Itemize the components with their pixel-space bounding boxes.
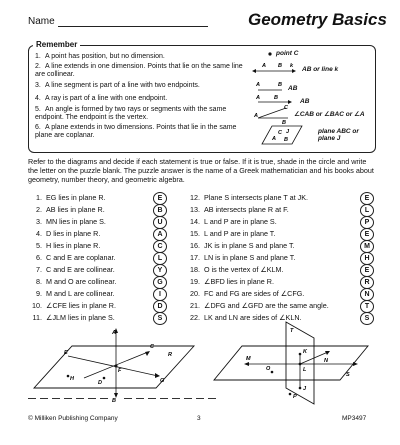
answer-circle-14[interactable]: P — [360, 216, 374, 229]
statement-4: 4. D lies in plane R. — [36, 229, 101, 238]
remember-item-4: 4. A ray is part of a line with one endpoint. — [35, 95, 168, 102]
answer-circle-13[interactable]: L — [360, 204, 374, 217]
svg-text:C: C — [284, 105, 288, 111]
statement-21: 21. ∠DFG and ∠GFD are the same angle. — [190, 301, 329, 310]
statement-7: 7. C and E are collinear. — [36, 265, 115, 274]
svg-text:J: J — [286, 129, 290, 135]
symbol-line-label: AB or line k — [302, 66, 339, 73]
statement-18: 18. O is the vertex of ∠KLM. — [190, 265, 284, 274]
remember-item-6: 6. A plane extends in two dimensions. Points that lie in the same plane are coplanar. — [35, 124, 237, 139]
remember-title: Remember — [33, 40, 80, 49]
answer-circle-5[interactable]: C — [153, 240, 167, 253]
answer-circle-4[interactable]: A — [153, 228, 167, 241]
answer-circle-21[interactable]: T — [360, 300, 374, 313]
svg-text:B: B — [278, 82, 282, 88]
instructions: Refer to the diagrams and decide if each statement is true or false. If it is true, shade in the circle and write the letter on the puzzle blank. The puzzle answer is the name of a Greek mathematician and his books about geometry, number theory, and geometric algebra. — [28, 157, 374, 184]
footer-page-number: 3 — [197, 415, 201, 422]
label-P: P — [293, 394, 297, 400]
svg-text:A: A — [262, 63, 266, 69]
puzzle-blank[interactable] — [88, 398, 96, 399]
footer-copyright: © Milliken Publishing Company — [28, 415, 118, 422]
label-M: M — [246, 356, 251, 362]
puzzle-blank[interactable] — [196, 398, 204, 399]
remember-item-5: 5. An angle is formed by two rays or segments with the same endpoint. The endpoint is the vertex. — [35, 106, 227, 121]
puzzle-blank[interactable] — [28, 398, 36, 399]
answer-circle-6[interactable]: L — [153, 252, 167, 265]
statement-16: 16. JK is in plane S and plane T. — [190, 241, 295, 250]
label-T: T — [290, 328, 294, 334]
statement-11: 11. ∠JLM lies in plane S. — [32, 313, 115, 322]
plane-symbol — [262, 126, 302, 144]
point-dot — [268, 52, 271, 55]
answer-circle-3[interactable]: U — [153, 216, 167, 229]
puzzle-blank[interactable] — [100, 398, 108, 399]
statement-12: 12. Plane S intersects plane T at JK. — [190, 193, 309, 202]
answer-circle-20[interactable]: N — [360, 288, 374, 301]
remember-item-1: 1. A point has position, but no dimension. — [35, 53, 165, 60]
statement-22: 22. LK and LN are sides of ∠KLN. — [190, 313, 302, 322]
angle-symbol — [258, 108, 286, 118]
statement-8: 8. M and O are collinear. — [36, 277, 117, 286]
statement-5: 5. H lies in plane R. — [36, 241, 101, 250]
statement-14: 14. L and P are in plane S. — [190, 217, 277, 226]
label-D: D — [98, 380, 102, 386]
svg-text:k: k — [290, 63, 294, 69]
svg-text:B: B — [284, 137, 288, 143]
page-title: Geometry Basics — [248, 10, 387, 29]
label-K: K — [303, 349, 307, 355]
answer-circle-17[interactable]: H — [360, 252, 374, 265]
label-F: F — [118, 368, 122, 374]
puzzle-blank[interactable] — [40, 398, 48, 399]
answer-circle-15[interactable]: E — [360, 228, 374, 241]
statement-10: 10. ∠CFE lies in plane R. — [32, 301, 116, 310]
statement-9: 9. M and L are collinear. — [36, 289, 115, 298]
statement-1: 1. EG lies in plane R. — [36, 193, 106, 202]
label-B: B — [112, 398, 116, 402]
puzzle-blank[interactable] — [160, 398, 168, 399]
answer-circle-19[interactable]: R — [360, 276, 374, 289]
answer-circle-7[interactable]: Y — [153, 264, 167, 277]
label-E: E — [64, 350, 68, 356]
answer-circle-22[interactable]: S — [360, 312, 374, 325]
label-G: G — [160, 378, 165, 384]
symbol-plane-label: plane ABC or plane J — [318, 128, 359, 142]
answer-circle-1[interactable]: E — [153, 192, 167, 205]
statement-13: 13. AB intersects plane R at F. — [190, 205, 289, 214]
name-label: Name — [28, 16, 55, 27]
statement-2: 2. AB lies in plane R. — [36, 205, 105, 214]
label-J: J — [303, 386, 307, 392]
answer-circle-8[interactable]: G — [153, 276, 167, 289]
label-O: O — [266, 366, 271, 372]
puzzle-blank[interactable] — [52, 398, 60, 399]
answer-circle-2[interactable]: B — [153, 204, 167, 217]
answer-circle-9[interactable]: I — [153, 288, 167, 301]
remember-item-3: 3. A line segment is part of a line with two endpoints. — [35, 82, 200, 89]
symbol-point-label: point C — [276, 50, 299, 57]
footer-code: MP3497 — [342, 415, 367, 422]
svg-text:C: C — [278, 130, 282, 136]
puzzle-blank[interactable] — [76, 398, 84, 399]
answer-circle-12[interactable]: E — [360, 192, 374, 205]
diagram-plane-r — [28, 326, 200, 402]
svg-text:B: B — [278, 63, 282, 69]
puzzle-blank[interactable] — [208, 398, 216, 399]
answer-circle-10[interactable]: D — [153, 300, 167, 313]
name-field-line[interactable] — [58, 26, 208, 27]
label-C: C — [150, 344, 154, 350]
puzzle-blank[interactable] — [124, 398, 132, 399]
remember-item-2: 2. A line extends in one dimension. Points that lie on the same line are collinear. — [35, 63, 243, 78]
label-L: L — [303, 367, 307, 373]
label-N: N — [324, 358, 328, 364]
label-R: R — [168, 352, 172, 358]
symbol-ray-label: AB — [300, 98, 310, 105]
statement-15: 15. L and P are in plane T. — [190, 229, 276, 238]
label-A: A — [112, 330, 116, 336]
statement-6: 6. C and E are coplanar. — [36, 253, 116, 262]
puzzle-blank[interactable] — [136, 398, 144, 399]
svg-text:A: A — [256, 82, 260, 88]
svg-text:A: A — [272, 136, 276, 142]
svg-text:B: B — [274, 95, 278, 101]
statement-17: 17. LN is in plane S and plane T. — [190, 253, 296, 262]
statement-20: 20. FC and FG are sides of ∠CFG. — [190, 289, 305, 298]
diagram-planes-s-t — [206, 318, 372, 406]
label-H: H — [70, 376, 74, 382]
puzzle-blank[interactable] — [184, 398, 192, 399]
svg-text:A: A — [256, 95, 260, 101]
answer-circle-11[interactable]: S — [153, 312, 167, 325]
svg-text:B: B — [282, 120, 286, 126]
statement-3: 3. MN lies in plane S. — [36, 217, 106, 226]
symbol-angle-label: ∠CAB or ∠BAC or ∠A — [294, 111, 365, 118]
answer-circle-18[interactable]: E — [360, 264, 374, 277]
puzzle-blank[interactable] — [64, 398, 72, 399]
answer-circle-16[interactable]: M — [360, 240, 374, 253]
symbol-segment-label: AB — [288, 85, 298, 92]
label-S: S — [346, 372, 350, 378]
svg-text:A: A — [254, 113, 258, 119]
statement-19: 19. ∠BFD lies in plane R. — [190, 277, 274, 286]
puzzle-blank[interactable] — [172, 398, 180, 399]
puzzle-blank[interactable] — [148, 398, 156, 399]
